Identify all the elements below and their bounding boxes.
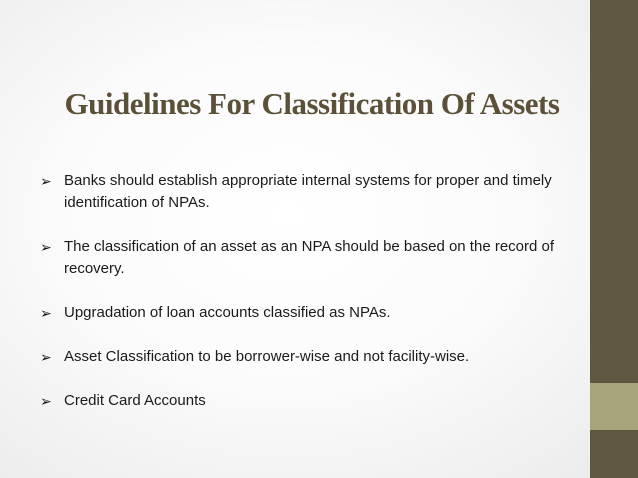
bullet-text: Upgradation of loan accounts classified as NPAs. [64, 304, 391, 321]
bullet-item [40, 302, 590, 324]
bullet-text: Asset Classification to be borrower-wise and not facility-wise. [64, 348, 470, 365]
bullet-item [40, 346, 590, 368]
arrow-bullet-icon: ➢ [40, 393, 52, 409]
arrow-bullet-icon: ➢ [40, 173, 52, 189]
right-band-accent-block [590, 383, 638, 430]
slide-title: Guidelines For Classification Of Assets [64, 86, 560, 121]
arrow-bullet-icon: ➢ [40, 239, 52, 255]
arrow-bullet-icon: ➢ [40, 305, 52, 321]
bullet-text: The classification of an asset as an NPA should be based on the record of recovery. [64, 238, 555, 277]
arrow-bullet-icon: ➢ [40, 349, 52, 365]
right-decorative-band [590, 0, 638, 478]
bullet-item [40, 236, 590, 280]
bullet-text: Banks should establish appropriate internal systems for proper and timely identification of NPAs. [64, 172, 552, 211]
bullet-item [40, 170, 590, 214]
bullet-list [40, 170, 590, 434]
bullet-item [40, 390, 590, 412]
bullet-text: Credit Card Accounts [64, 392, 206, 409]
